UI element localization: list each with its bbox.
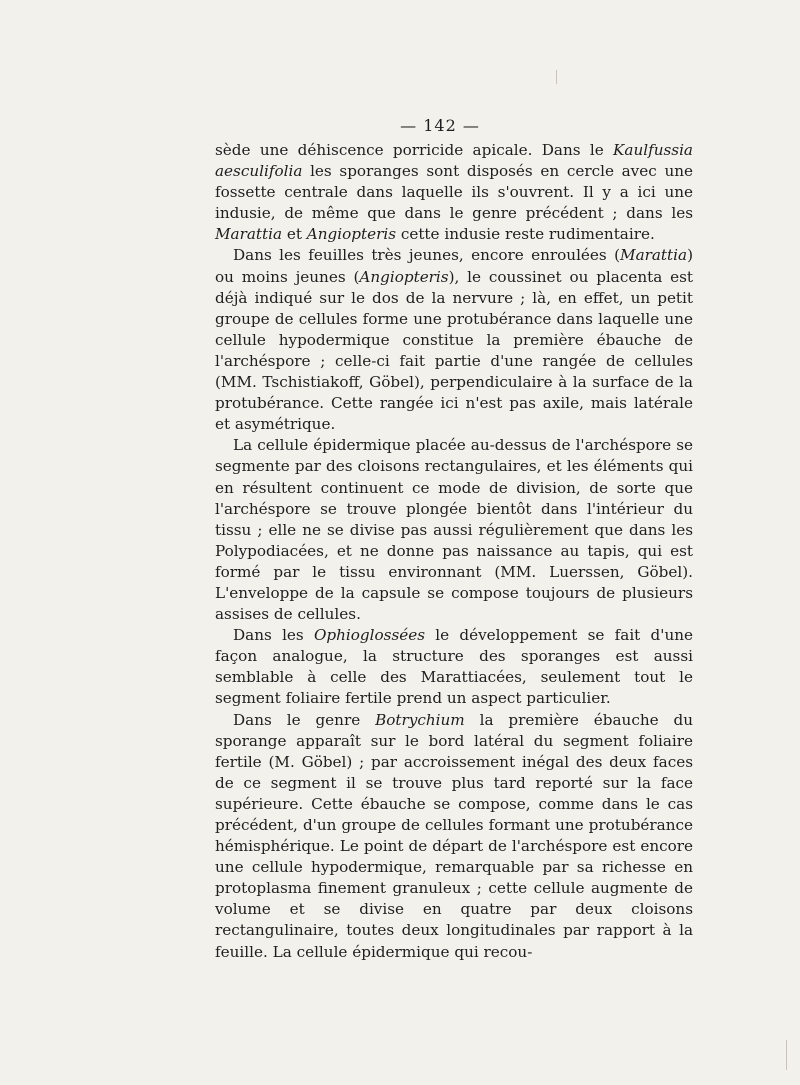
italic-term: Angiopteris bbox=[306, 225, 396, 244]
paragraph bbox=[215, 710, 693, 963]
paragraph bbox=[215, 435, 693, 625]
text-run: la première ébauche du sporange apparaît sur le bord latéral du segment foliaire fertile (M. Göbel) ; par accroissement inégal des deux faces de ce segment il se trouve plus tard reporté sur la face supérieure. Cette ébauche se compose, comme dans le cas précédent, d'un groupe de cellules formant une protubérance hémisphérique. Le point de départ de l'archéspore est encore une cellule hypodermique, remarquable par sa richesse en protoplasma finement granuleux ; cette cellule augmente de volume et se divise en quatre par deux cloisons rectangulinaire, toutes deux longitudinales par rapport à la feuille. La cellule épidermique qui recou- bbox=[215, 710, 694, 961]
paragraph bbox=[215, 625, 693, 709]
scan-artifact bbox=[786, 1040, 787, 1070]
text-run: le développement se fait d'une façon analogue, la structure des sporanges est aussi semblable à celle des Marattiacées, seulement tout le segment foliaire fertile prend un aspect particulier. bbox=[215, 626, 693, 708]
text-run: Dans le genre bbox=[233, 710, 376, 729]
text-run: cette indusie reste rudimentaire. bbox=[396, 225, 655, 244]
text-run: sède une déhiscence porricide apicale. Dans le bbox=[215, 141, 614, 159]
text-run: les sporanges sont disposés en cercle avec une fossette centrale dans laquelle ils s'ouvrent. Il y a ici une indusie, de même que dans le genre précédent ; dans les bbox=[215, 162, 693, 223]
scan-artifact bbox=[556, 70, 557, 84]
text-run: Dans les feuilles très jeunes, encore enroulées ( bbox=[233, 246, 621, 265]
paragraph bbox=[215, 245, 693, 435]
italic-term: Marattia bbox=[620, 246, 688, 265]
italic-term: Ophioglossées bbox=[313, 626, 426, 645]
body-text bbox=[215, 140, 693, 963]
text-run: La cellule épidermique placée au-dessus de l'archéspore se segmente par des cloisons rectangulaires, et les éléments qui en résultent continuent ce mode de division, de sorte que l'archéspore se trouve plongée bientôt dans l'intérieur du tissu ; elle ne se divise pas aussi régulièrement que dans les Polypodiacées, et ne donne pas naissance au tapis, qui est formé par le tissu environnant (MM. Luerssen, Göbel). L'enveloppe de la capsule se compose toujours de plusieurs assises de cellules. bbox=[215, 436, 693, 624]
text-run: et bbox=[282, 225, 307, 244]
paragraph bbox=[215, 140, 693, 245]
page-number: — 142 — bbox=[400, 116, 480, 135]
italic-term: Angiopteris bbox=[359, 267, 449, 286]
text-run: Dans les bbox=[233, 626, 314, 645]
text-run: ), le coussinet ou placenta est déjà indiqué sur le dos de la nervure ; là, en effet, un petit groupe de cellules forme une protubérance dans laquelle une cellule hypodermique constitue la première ébauche de l'archéspore ; celle-ci fait partie d'une rangée de cellules (MM. Tschistiakoff, Göbel), perpendiculaire à la surface de la protubérance. Cette rangée ici n'est pas axile, mais latérale et asymétrique. bbox=[215, 267, 693, 434]
text-run: ) ou moins jeunes ( bbox=[215, 246, 693, 286]
italic-term: Botrychium bbox=[375, 710, 465, 729]
italic-term: Kaulfussia aesculifolia bbox=[215, 141, 693, 181]
italic-term: Marattia bbox=[215, 225, 283, 244]
